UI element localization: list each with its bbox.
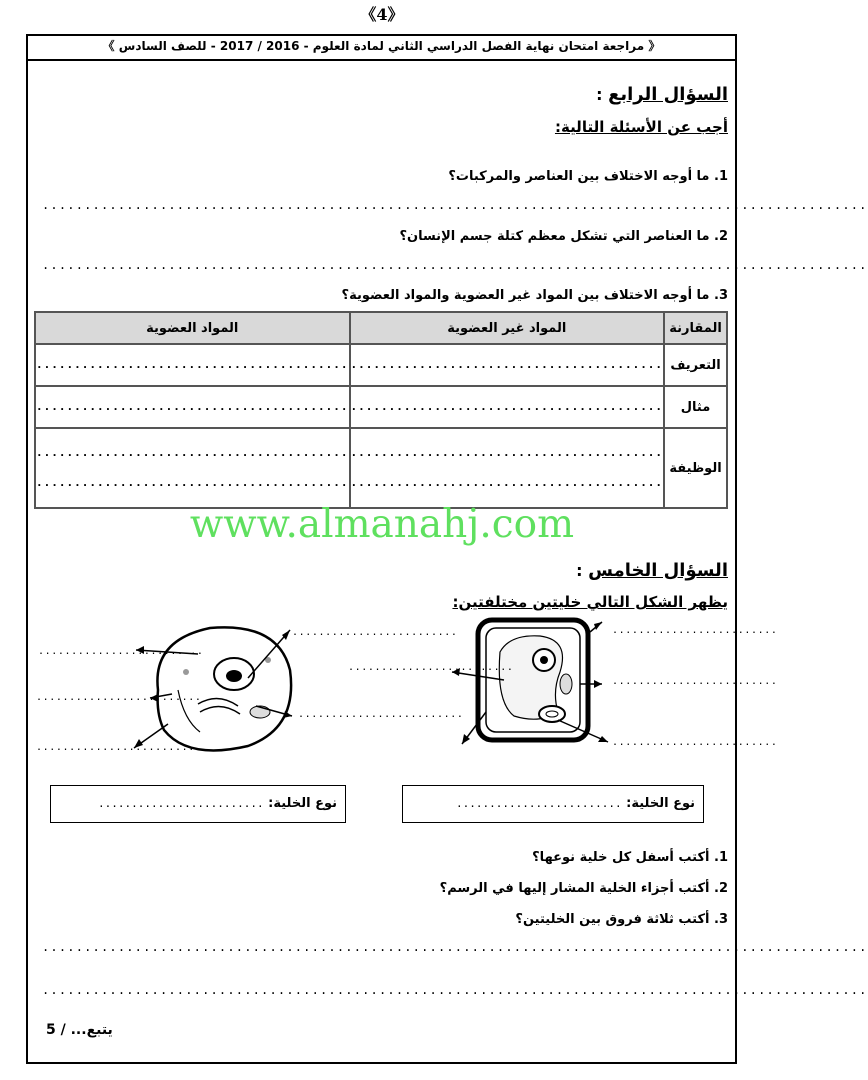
cell-type-label: نوع الخلية: [268,796,337,811]
label-line: ......................... [298,709,464,720]
label-line: ......................... [348,662,514,673]
plant-cell-type-box [402,785,704,823]
table-row [35,344,727,386]
label-line: ......................... [36,742,202,753]
q4-question-3: 3. ما أوجه الاختلاف بين المواد غير العضوية والمواد العضوية؟ [341,288,728,303]
q5-title: السؤال الخامس [588,560,728,581]
answer-line: .................................................................................................. [42,258,868,272]
table-header: المواد العضوية [35,312,350,344]
q5-subtitle: يظهر الشكل التالي خليتين مختلفتين: [452,593,728,611]
label-line: ......................... [612,625,778,636]
q5-question-2: 2. أكتب أجزاء الخلية المشار إليها في الرسم؟ [439,881,728,896]
table-row [35,428,727,508]
table-header: المقارنة [664,312,727,344]
exam-header: 《 مراجعة امتحان نهاية الفصل الدراسي الثاني لمادة العلوم - 2016 / 2017 - للصف السادس 》 [26,34,737,61]
answer-dots: ......................................... [36,400,349,413]
answer-dots: ......................................... [36,476,349,489]
q4-title: السؤال الرابع [608,84,728,105]
row-label: التعريف [664,344,727,386]
answer-dots: ......................................... [350,400,664,413]
label-line: ......................... [612,737,778,748]
comparison-table [34,311,728,509]
q5-heading [576,560,728,581]
animal-cell-type-box [50,785,346,823]
page-footer: يتبع... / 5 [46,1022,113,1038]
q4-question-1: 1. ما أوجه الاختلاف بين العناصر والمركبات؟ [448,169,728,184]
answer-dots: ......................................... [350,446,664,459]
table-row [35,386,727,428]
q4-question-2: 2. ما العناصر التي تشكل معظم كتلة جسم الإنسان؟ [399,229,728,244]
animal-cell-diagram [128,620,308,760]
answer-dots: ......................................... [350,358,664,371]
cell-type-label: نوع الخلية: [626,796,695,811]
page-number: 《4》 [360,5,404,24]
answer-line: .................................................................................................. [42,940,868,954]
answer-dots: ......................................... [350,476,664,489]
q5-question-3: 3. أكتب ثلاثة فروق بين الخليتين؟ [515,912,728,927]
watermark: www.almanahj.com [189,502,575,547]
answer-dots: ......................... [98,797,264,810]
plant-cell-diagram [440,612,620,762]
q5-colon: : [576,561,583,580]
label-line: ......................... [612,676,778,687]
label-line: ......................... [38,646,204,657]
answer-dots: ......................................... [36,358,349,371]
q4-subtitle: أجب عن الأسئلة التالية: [554,118,728,136]
page-frame [26,34,868,1064]
q4-heading [596,84,728,105]
row-label: الوظيفة [664,428,727,508]
answer-dots: ......................... [456,797,622,810]
answer-line: .................................................................................................. [42,983,868,997]
answer-line: .................................................................................................. [42,198,868,212]
table-header: المواد غير العضوية [350,312,665,344]
label-line: ......................... [36,692,202,703]
q5-question-1: 1. أكتب أسفل كل خلية نوعها؟ [532,850,728,865]
row-label: مثال [664,386,727,428]
label-line: ......................... [292,627,458,638]
q4-colon: : [596,85,603,104]
answer-dots: ......................................... [36,446,349,459]
